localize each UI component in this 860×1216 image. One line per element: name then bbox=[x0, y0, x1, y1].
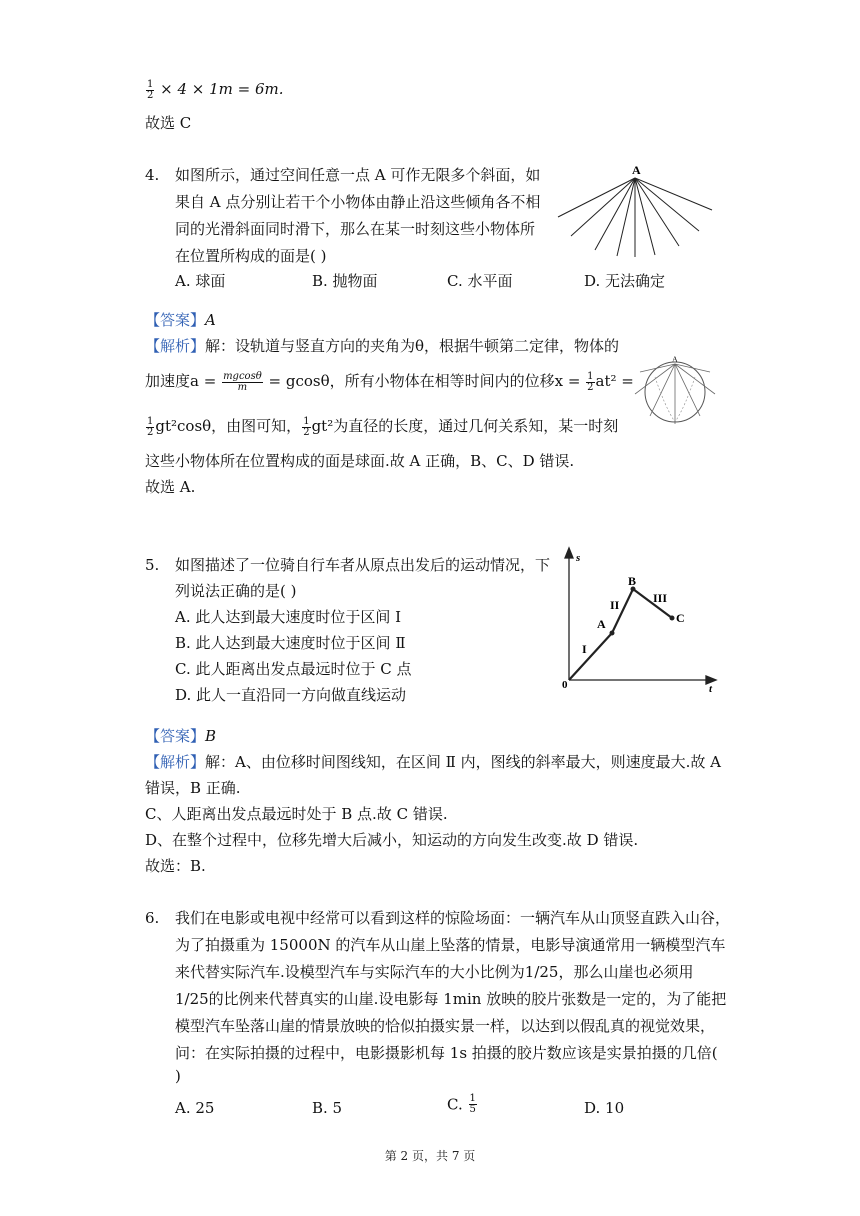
q5-analysis-line-1: 【解析】解：A、由位移时间图线知，在区间 Ⅱ 内，图线的斜率最大，则速度最大.故 A bbox=[145, 753, 721, 771]
q4-line-3: 同的光滑斜面同时滑下，那么在某一时刻这些小物体所 bbox=[175, 220, 536, 238]
q6-line-6: 问：在实际拍摄的过程中，电影摄影机每 1s 拍摄的胶片数应该是实景拍摄的几倍( bbox=[175, 1044, 718, 1062]
segment-1-label: I bbox=[582, 642, 587, 656]
q6-line-5: 模型汽车坠落山崖的情景放映的恰似拍摄实景一样，以达到以假乱真的视觉效果， bbox=[175, 1017, 716, 1035]
y-axis-label: s bbox=[576, 552, 581, 564]
q6-option-b[interactable]: B. 5 bbox=[312, 1099, 343, 1117]
q4-option-b[interactable]: B. 抛物面 bbox=[312, 272, 378, 290]
x-axis-label: t bbox=[709, 683, 713, 692]
q6-line-2: 为了拍摄重为 15000N 的汽车从山崖上坠落的情景，电影导演通常用一辆模型汽车 bbox=[175, 936, 726, 954]
page-footer: 第 2 页，共 7 页 bbox=[384, 1149, 476, 1163]
fraction-one-fifth: $\frac{1}{5}$ bbox=[469, 1093, 476, 1115]
q5-answer: 【答案】B bbox=[145, 727, 217, 745]
figure-point-a-label: A bbox=[632, 163, 641, 177]
q5-option-d[interactable]: D. 此人一直沿同一方向做直线运动 bbox=[175, 686, 407, 704]
top-choose: 故选 C bbox=[145, 114, 192, 132]
q5-analysis-line-4: D、在整个过程中，位移先增大后减小，知运动的方向发生改变.故 D 错误. bbox=[145, 831, 639, 849]
q6-line-3: 来代替实际汽车.设模型汽车与实际汽车的大小比例为1/25，那么山崖也必须用 bbox=[175, 963, 694, 981]
q4-line-1: 如图所示，通过空间任意一点 A 可作无限多个斜面，如 bbox=[175, 166, 541, 184]
q4-option-a[interactable]: A. 球面 bbox=[175, 272, 226, 290]
answer-value: A bbox=[205, 311, 216, 329]
q6-number: 6. bbox=[145, 909, 160, 927]
q6-line-7: ) bbox=[175, 1067, 181, 1085]
q6-option-c[interactable]: C. $\frac{1}{5}$ bbox=[447, 1093, 476, 1115]
q4-option-c[interactable]: C. 水平面 bbox=[447, 272, 513, 290]
segment-3-label: III bbox=[653, 591, 668, 605]
q5-option-c[interactable]: C. 此人距离出发点最远时位于 C 点 bbox=[175, 660, 412, 678]
fraction-mgcos: $\frac{mgcos\theta}{m}$ bbox=[223, 370, 262, 393]
analysis-tag: 【解析】 bbox=[145, 337, 206, 355]
q5-analysis-line-5: 故选：B. bbox=[145, 857, 206, 875]
top-formula bbox=[145, 76, 284, 103]
point-c-label: C bbox=[676, 611, 685, 625]
q4-line-2: 果自 A 点分别让若干个小物体由静止沿这些倾角各不相 bbox=[175, 193, 541, 211]
q4-analysis-line-5: 故选 A. bbox=[145, 478, 196, 496]
q6-line-1: 我们在电影或电视中经常可以看到这样的惊险场面：一辆汽车从山顶竖直跌入山谷， bbox=[175, 909, 731, 927]
q4-line-4: 在位置所构成的面是( ) bbox=[175, 247, 327, 265]
q4-number: 4. bbox=[145, 166, 160, 184]
point-b-label: B bbox=[628, 574, 637, 588]
q5-option-b[interactable]: B. 此人达到最大速度时位于区间 Ⅱ bbox=[175, 634, 406, 652]
q4-option-d[interactable]: D. 无法确定 bbox=[584, 272, 666, 290]
q5-analysis-line-3: C、人距离出发点最远时处于 B 点.故 C 错误. bbox=[145, 805, 448, 823]
q6-option-a[interactable]: A. 25 bbox=[175, 1099, 215, 1117]
q5-option-a[interactable]: A. 此人达到最大速度时位于区间 Ⅰ bbox=[175, 608, 402, 626]
origin-label: 0 bbox=[562, 679, 568, 691]
sphere-figure bbox=[630, 352, 720, 428]
q4-analysis-line-1: 【解析】解：设轨道与竖直方向的夹角为θ，根据牛顿第二定律，物体的 bbox=[145, 337, 620, 355]
q5-analysis-line-2: 错误，B 正确. bbox=[145, 779, 241, 797]
q4-analysis-line-2: 加速度a = $\frac{mgcos\theta}{m}$ = gcosθ，所有小物体在相等时间内的位移x = $\frac{1}{2}$ at² = bbox=[145, 370, 634, 393]
q6-line-4: 1/25的比例来代替真实的山崖.设电影每 1min 放映的胶片张数是一定的，为了能把 bbox=[175, 990, 727, 1008]
q4-answer bbox=[145, 307, 216, 334]
q5-line-1: 如图描述了一位骑自行车者从原点出发后的运动情况，下 bbox=[175, 556, 551, 574]
formula-tail: × 4 × 1m = 6m. bbox=[160, 80, 284, 98]
q4-analysis-line-4: 这些小物体所在位置构成的面是球面.故 A 正确，B、C、D 错误. bbox=[145, 452, 575, 470]
answer-tag: 【答案】 bbox=[145, 311, 206, 329]
q5-number: 5. bbox=[145, 556, 160, 574]
fraction-half: $\frac{1}{2}$ bbox=[147, 78, 154, 101]
displacement-time-graph bbox=[560, 546, 720, 692]
q6-option-d[interactable]: D. 10 bbox=[584, 1099, 625, 1117]
q5-line-2: 列说法正确的是( ) bbox=[175, 582, 297, 600]
svg-text:A: A bbox=[672, 355, 678, 364]
inclines-figure bbox=[555, 160, 715, 260]
point-a-label: A bbox=[597, 617, 606, 631]
segment-2-label: II bbox=[610, 598, 620, 612]
q4-analysis-line-3: $\frac{1}{2}$ gt²cosθ，由图可知， $\frac{1}{2}$ gt²为直径的长度，通过几何关系知，某一时刻 bbox=[147, 415, 619, 438]
